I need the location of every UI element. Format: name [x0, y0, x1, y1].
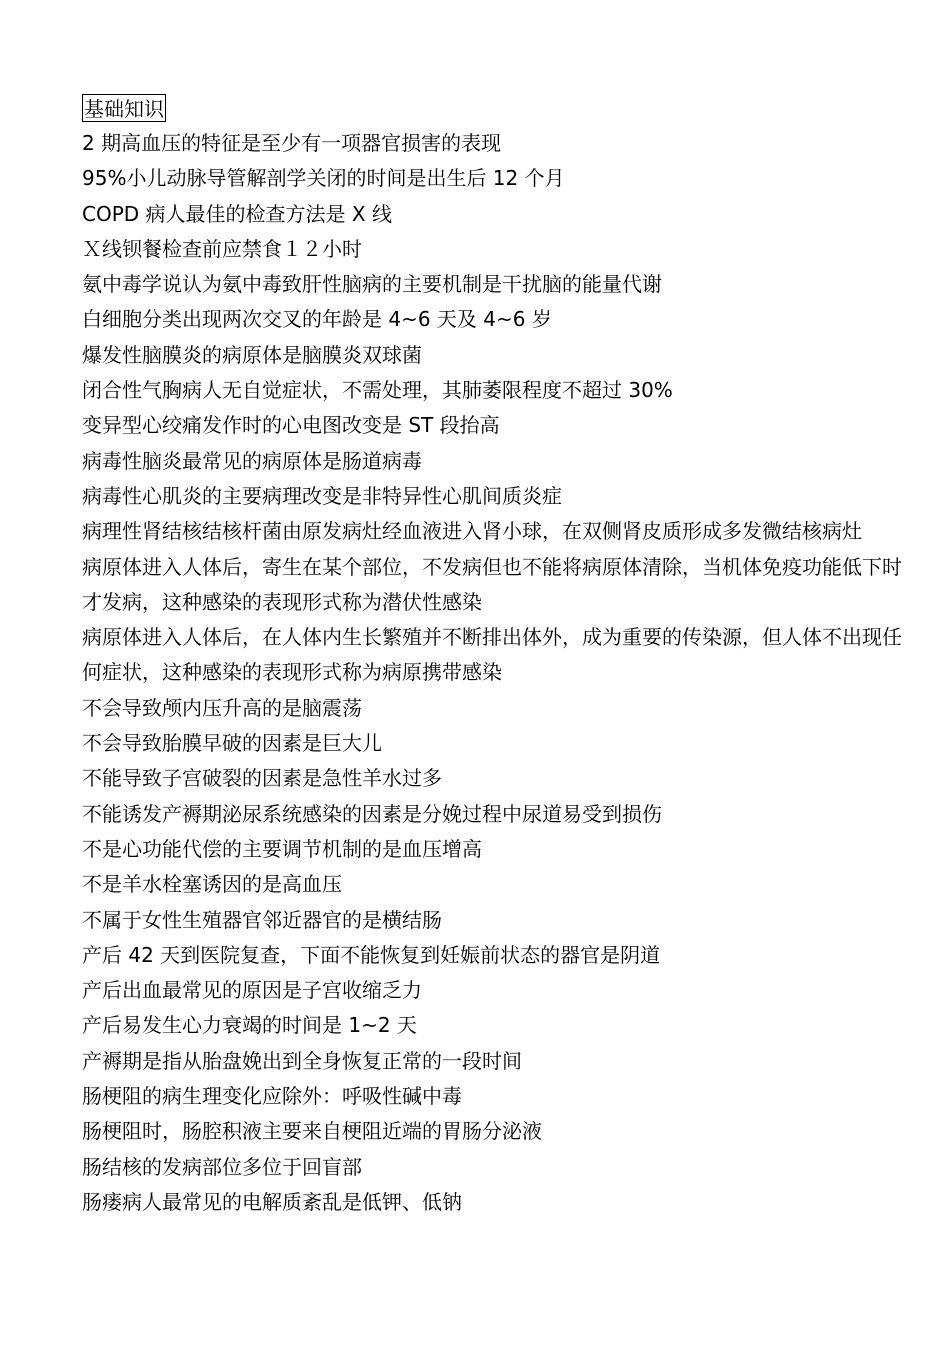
- fact-line: 产后 42 天到医院复查，下面不能恢复到妊娠前状态的器官是阴道: [82, 942, 661, 967]
- fact-line: 病毒性心肌炎的主要病理改变是非特异性心肌间质炎症: [82, 483, 562, 508]
- fact-line: 不是心功能代偿的主要调节机制的是血压增高: [82, 836, 482, 861]
- fact-list: [82, 126, 902, 1220]
- fact-line: 不能导致子宫破裂的因素是急性羊水过多: [82, 766, 442, 791]
- fact-line: 产褥期是指从胎盘娩出到全身恢复正常的一段时间: [82, 1048, 522, 1073]
- fact-line: 爆发性脑膜炎的病原体是脑膜炎双球菌: [82, 342, 422, 367]
- fact-line: 不会导致胎膜早破的因素是巨大儿: [82, 731, 382, 756]
- fact-line: 白细胞分类出现两次交叉的年龄是 4~6 天及 4~6 岁: [82, 307, 552, 332]
- fact-line: 病原体进入人体后，寄生在某个部位，不发病但也不能将病原体清除，当机体免疫功能低下时才发病，这种感染的表现形式称为潜伏性感染: [82, 554, 902, 614]
- fact-line: 不会导致颅内压升高的是脑震荡: [82, 695, 362, 720]
- fact-line: 氨中毒学说认为氨中毒致肝性脑病的主要机制是干扰脑的能量代谢: [82, 272, 662, 297]
- fact-line: 肠梗阻的病生理变化应除外：呼吸性碱中毒: [82, 1084, 462, 1109]
- fact-line: 不能诱发产褥期泌尿系统感染的因素是分娩过程中尿道易受到损伤: [82, 801, 662, 826]
- fact-line: 变异型心绞痛发作时的心电图改变是 ST 段抬高: [82, 413, 500, 438]
- section-heading: 基础知识: [82, 94, 166, 122]
- fact-line: COPD 病人最佳的检查方法是 X 线: [82, 201, 392, 226]
- fact-line: 病毒性脑炎最常见的病原体是肠道病毒: [82, 448, 422, 473]
- fact-line: 不属于女性生殖器官邻近器官的是横结肠: [82, 907, 442, 932]
- fact-line: 肠梗阻时，肠腔积液主要来自梗阻近端的胃肠分泌液: [82, 1119, 542, 1144]
- fact-line: 产后出血最常见的原因是子宫收缩乏力: [82, 978, 422, 1003]
- fact-line: 病理性肾结核结核杆菌由原发病灶经血液进入肾小球，在双侧肾皮质形成多发微结核病灶: [82, 519, 862, 544]
- fact-line: 95%小儿动脉导管解剖学关闭的时间是出生后 12 个月: [82, 166, 565, 191]
- fact-line: 肠结核的发病部位多位于回盲部: [82, 1154, 362, 1179]
- fact-line: 肠瘘病人最常见的电解质紊乱是低钾、低钠: [82, 1189, 462, 1214]
- fact-line: 产后易发生心力衰竭的时间是 1~2 天: [82, 1013, 417, 1038]
- fact-line: 病原体进入人体后，在人体内生长繁殖并不断排出体外，成为重要的传染源，但人体不出现任何症状，这种感染的表现形式称为病原携带感染: [82, 625, 902, 685]
- fact-line: 不是羊水栓塞诱因的是高血压: [82, 872, 342, 897]
- fact-line: 2 期高血压的特征是至少有一项器官损害的表现: [82, 131, 502, 155]
- fact-line: 闭合性气胸病人无自觉症状，不需处理，其肺萎限程度不超过 30%: [82, 378, 673, 403]
- document-page: [82, 94, 902, 1220]
- fact-line: Ｘ线钡餐检查前应禁食１２小时: [82, 236, 362, 261]
